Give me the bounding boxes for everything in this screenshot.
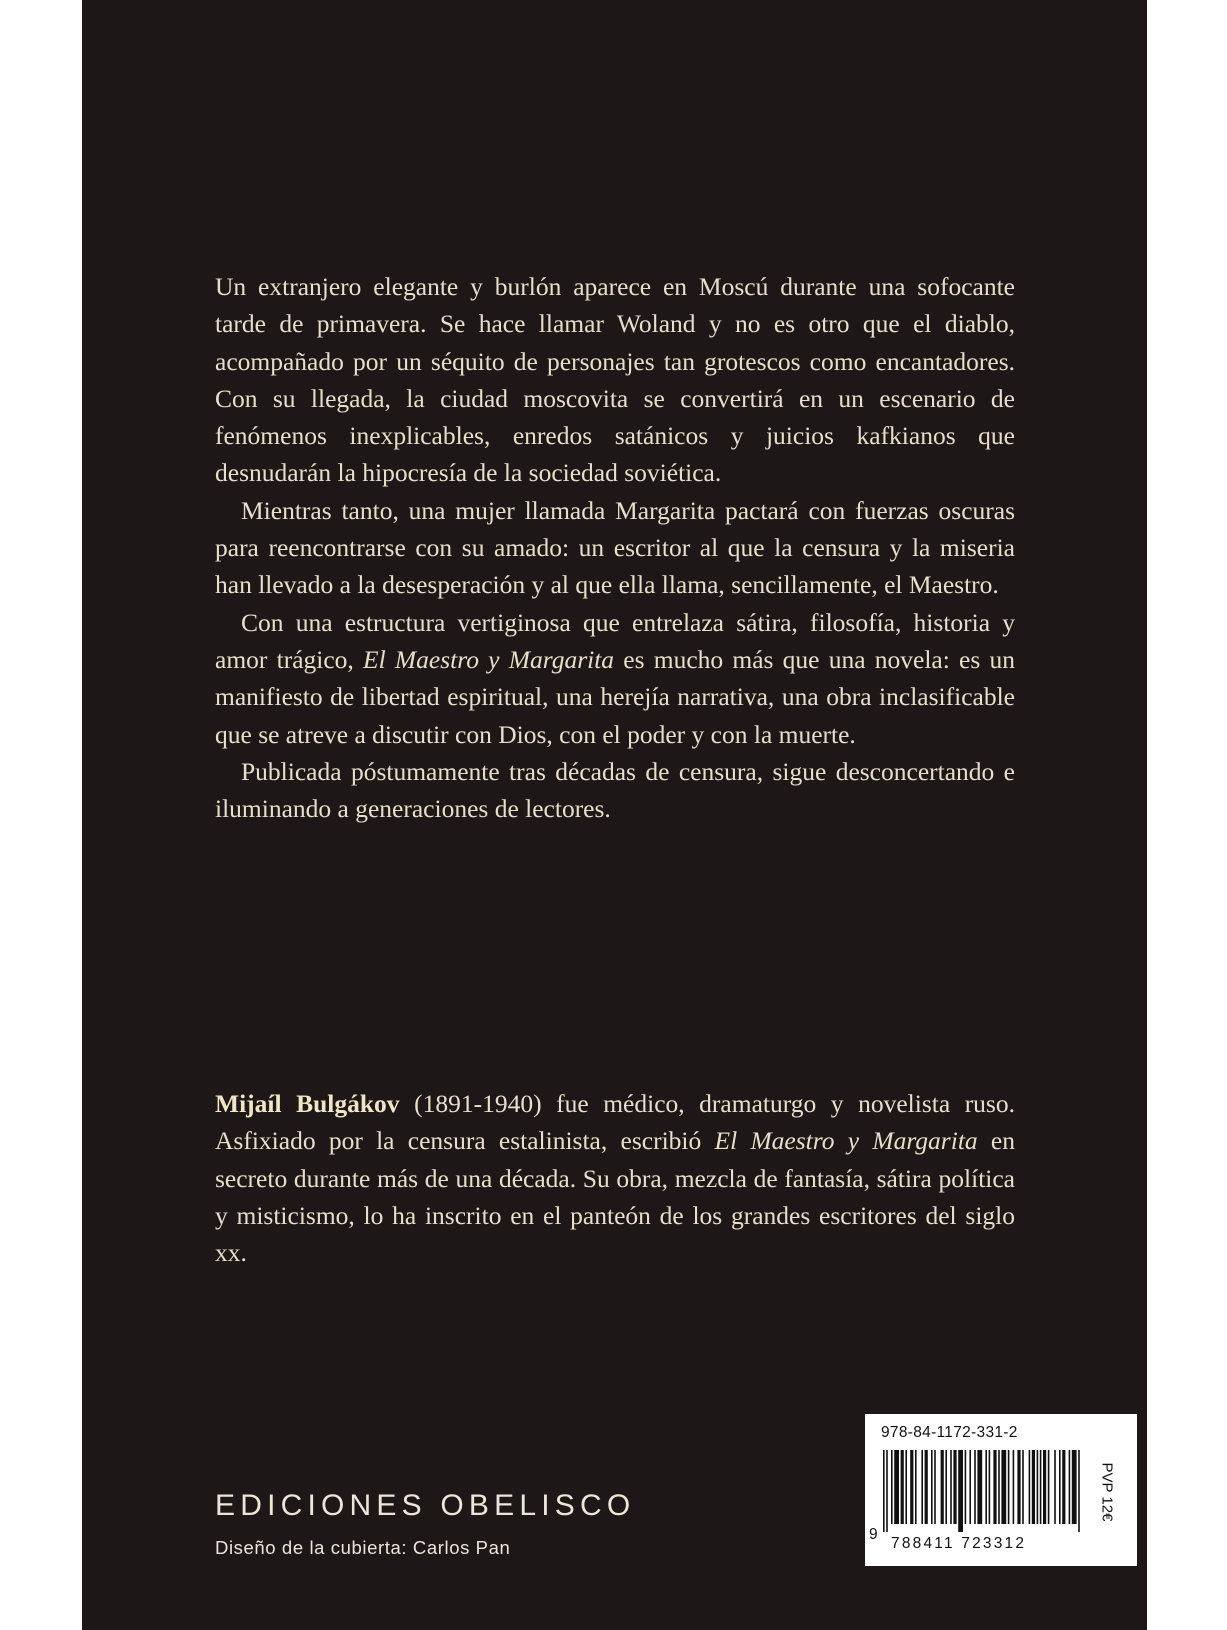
synopsis [215,268,1015,827]
book-title: El Maestro y Margarita [714,1126,978,1156]
price-text: PVP 12€ [1098,1462,1116,1522]
barcode-bar [905,1450,907,1524]
price-tag [1083,1432,1131,1552]
barcode-bar [989,1450,991,1524]
barcode-bar [1054,1450,1056,1524]
author-name: Mijaíl Bulgákov [215,1089,400,1118]
barcode-bar [998,1450,1000,1524]
barcode-bar [1043,1450,1046,1524]
barcode-bar [974,1450,976,1524]
barcode-bar [1072,1450,1077,1524]
book-title: El Maestro y Margarita [363,644,615,674]
barcode-bar [985,1450,987,1524]
barcode-bar [1037,1450,1039,1524]
isbn-number: 978-84-1172-331-2 [881,1424,1018,1441]
barcode-bar [965,1450,967,1524]
barcode-bar [1069,1450,1071,1524]
barcode-bar [910,1450,913,1524]
publisher-name: EDICIONES OBELISCO [215,1489,636,1522]
barcode-bar [1008,1450,1010,1524]
barcode-bar [977,1450,982,1524]
barcode-bar [1062,1450,1065,1524]
author-bio: Mijaíl Bulgákov (1891-1940) fue médico, dramaturgo y novelista ruso. Asfixiado por la censura estalinista, escribió El Maestro y Margarita en secreto durante más de una década. Su obra, mezcla de fantasía, sátira política y misticismo, lo ha inscrito en el panteón de los grandes escritores del siglo xx. [215,1089,1015,1268]
cover-design-credit: Diseño de la cubierta: Carlos Pan [215,1537,511,1558]
barcode-icon [881,1450,1081,1532]
barcode-bar [915,1450,917,1524]
barcode-bar [925,1450,928,1524]
barcode-bar [969,1450,971,1524]
barcode-bar [931,1450,933,1524]
barcode-bar [921,1450,923,1524]
barcode-bar [1059,1450,1061,1524]
barcode-bar [934,1450,936,1524]
barcode-bar [1078,1450,1080,1532]
barcode-bar [886,1450,888,1532]
barcode-bar [1040,1450,1042,1524]
barcode-first-digit: 9 [869,1526,878,1543]
barcode-bar [953,1450,956,1524]
synopsis-paragraph: Mientras tanto, una mujer llamada Margarita pactará con fuerzas oscuras para reencontrarse con su amado: un escritor al que la censura y la miseria han llevado a la desesperación y al que ella llama, sencillamente, el Maestro. [215,495,1015,600]
synopsis-paragraph: Con una estructura vertiginosa que entrelaza sátira, filosofía, historia y amor trágico, El Maestro y Margarita es mucho más que una novela: es un manifiesto de libertad espiritual, una herejía narrativa, una obra inclasificable que se atreve a discutir con Dios, con el poder y con la muerte. [215,607,1015,749]
barcode-bar [993,1450,996,1524]
barcode-bar [945,1450,947,1524]
barcode-bar [894,1450,899,1524]
barcode-bar [883,1450,885,1532]
barcode-digits: 788411 723312 [891,1535,1027,1552]
barcode-bar [1013,1450,1015,1524]
barcode-bar [1022,1450,1024,1524]
barcode-bar [1029,1450,1031,1524]
barcode-label [865,1414,1137,1566]
barcode-bar [1048,1450,1050,1524]
barcode-bar [1017,1450,1020,1524]
barcode-bar [1032,1450,1035,1524]
barcode-bar [950,1450,952,1524]
barcode-bar [1001,1450,1006,1524]
synopsis-paragraph: Un extranjero elegante y burlón aparece en Moscú durante una sofocante tarde de primavera. Se hace llamar Woland y no es otro que el diablo, acompañado por un séquito de personajes tan grotescos como encantadores. Con su llegada, la ciudad moscovita se convertirá en un escenario de fenómenos inexplicables, enredos satánicos y juicios kafkianos que desnudarán la hipocresía de la sociedad soviética. [215,272,1015,488]
barcode-bar [958,1450,963,1532]
barcode-bar [941,1450,944,1524]
barcode-bar [891,1450,893,1524]
back-cover [82,0,1147,1630]
synopsis-paragraph: Publicada póstumamente tras décadas de censura, sigue desconcertando e iluminando a generaciones de lectores. [215,756,1015,824]
barcode-bar [901,1450,904,1524]
